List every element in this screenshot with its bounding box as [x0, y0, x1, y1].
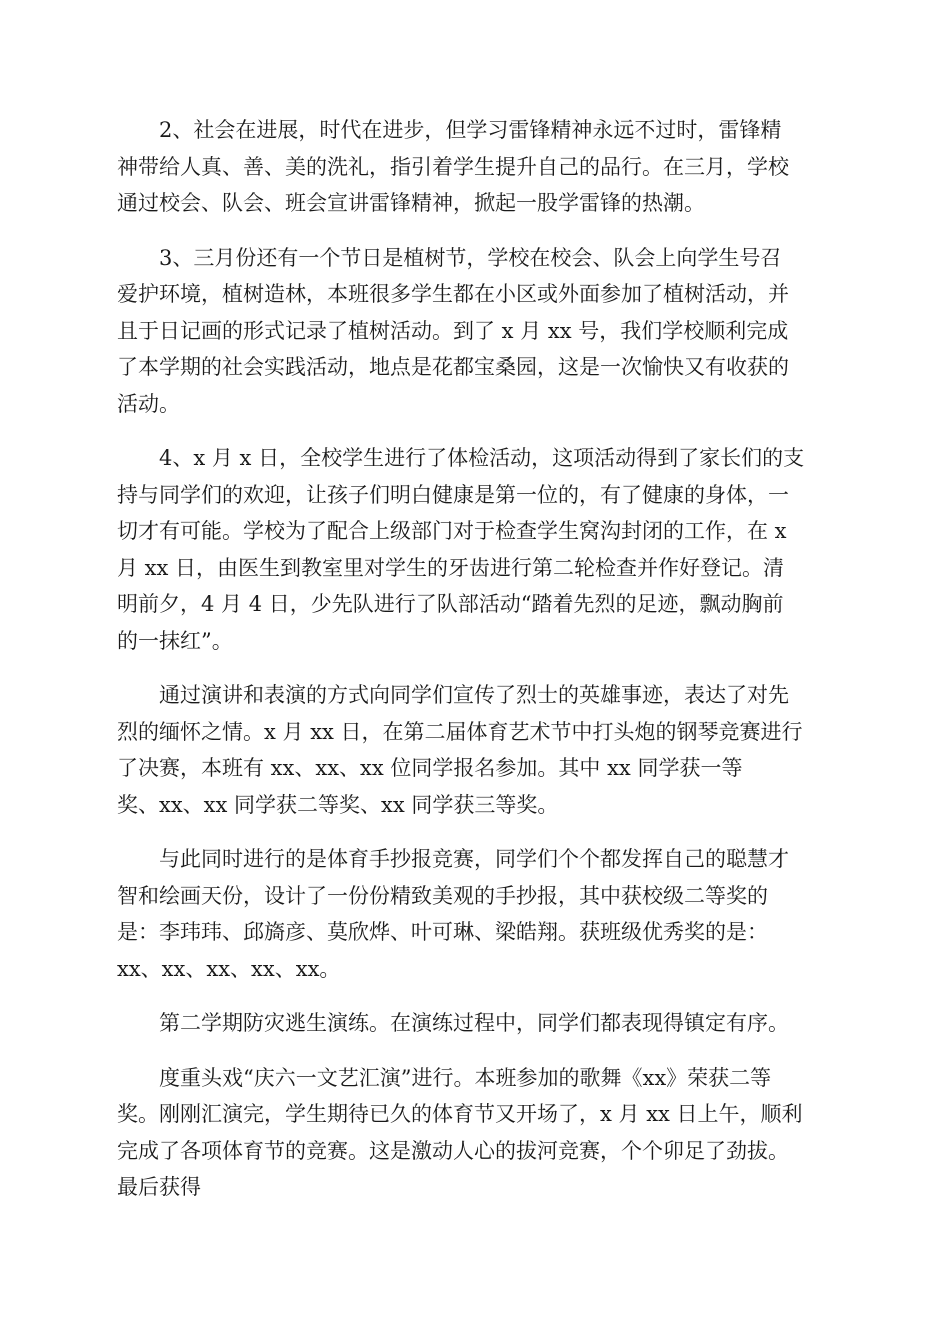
text-line: 最后获得	[117, 1175, 201, 1199]
paragraph	[117, 112, 835, 222]
text-line: 2、社会在进展，时代在进步，但学习雷锋精神永远不过时，雷锋精	[159, 118, 782, 142]
paragraph	[117, 677, 835, 823]
text-line: 与此同时进行的是体育手抄报竞赛，同学们个个都发挥自己的聪慧才	[159, 847, 789, 871]
text-line: xx、xx、xx、xx、xx。	[117, 956, 341, 981]
text-line: 且于日记画的形式记录了植树活动。到了 x 月 xx 号，我们学校顺利完成	[117, 318, 789, 343]
text-line: 持与同学们的欢迎，让孩子们明白健康是第一位的，有了健康的身体，一	[117, 482, 789, 507]
text-line: 烈的缅怀之情。x 月 xx 日，在第二届体育艺术节中打头炮的钢琴竞赛进行	[117, 719, 803, 744]
text-line: 爱护环境，植树造林，本班很多学生都在小区或外面参加了植树活动，并	[117, 282, 789, 306]
text-line: 月 xx 日，由医生到教室里对学生的牙齿进行第二轮检查并作好登记。清	[117, 555, 785, 580]
text-line: 4、x 月 x 日，全校学生进行了体检活动，这项活动得到了家长们的支	[159, 446, 805, 470]
paragraph	[117, 240, 835, 423]
text-line: 度重头戏“庆六一文艺汇演”进行。本班参加的歌舞《xx》荣获二等	[159, 1065, 772, 1090]
text-line: 3、三月份还有一个节日是植树节，学校在校会、队会上向学生号召	[159, 245, 782, 270]
paragraph	[117, 841, 835, 987]
text-line: 切才有可能。学校为了配合上级部门对于检查学生窝沟封闭的工作，在 x	[117, 519, 787, 543]
text-line: 活动。	[117, 391, 180, 416]
paragraph	[117, 1005, 835, 1042]
text-line: 奖。刚刚汇演完，学生期待已久的体育节又开场了，x 月 xx 日上午，顺利	[117, 1102, 803, 1126]
text-line: 智和绘画天份，设计了一份份精致美观的手抄报，其中获校级二等奖的	[117, 883, 768, 908]
text-line: 的一抹红”。	[117, 628, 233, 653]
text-line: 通过演讲和表演的方式向同学们宣传了烈士的英雄事迹，表达了对先	[159, 683, 789, 707]
text-line: 第二学期防灾逃生演练。在演练过程中，同学们都表现得镇定有序。	[159, 1011, 789, 1035]
paragraph	[117, 440, 835, 659]
text-line: 是：李玮玮、邱旖彦、莫欣烨、叶可琳、梁皓翔。获班级优秀奖的是：	[117, 920, 768, 944]
text-line: 完成了各项体育节的竞赛。这是激动人心的拔河竞赛，个个卯足了劲拔。	[117, 1138, 789, 1163]
document-page	[117, 112, 835, 1224]
text-line: 奖、xx、xx 同学获二等奖、xx 同学获三等奖。	[117, 792, 559, 817]
document-body	[117, 112, 835, 1206]
text-line: 神带给人真、善、美的洗礼，指引着学生提升自己的品行。在三月，学校	[117, 154, 789, 179]
text-line: 了决赛，本班有 xx、xx、xx 位同学报名参加。其中 xx 同学获一等	[117, 756, 743, 780]
text-line: 明前夕，4 月 4 日，少先队进行了队部活动“踏着先烈的足迹，飘动胸前	[117, 592, 784, 616]
text-line: 通过校会、队会、班会宣讲雷锋精神，掀起一股学雷锋的热潮。	[117, 191, 705, 215]
paragraph	[117, 1060, 835, 1206]
text-line: 了本学期的社会实践活动，地点是花都宝桑园，这是一次愉快又有收获的	[117, 355, 789, 379]
